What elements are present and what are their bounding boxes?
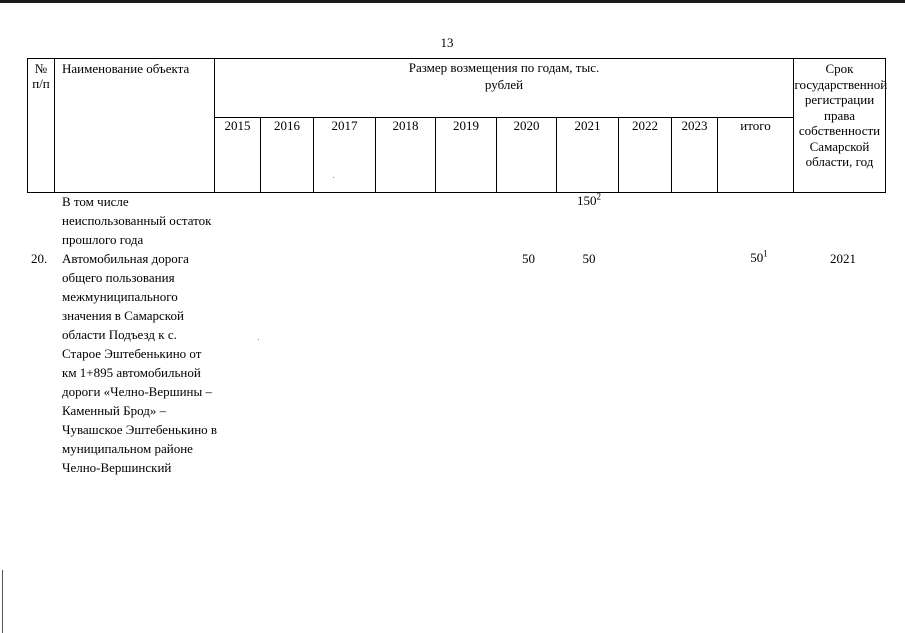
header-year-2015: 2015 (215, 118, 261, 193)
header-year-2023: 2023 (672, 118, 718, 193)
row-20-2021: 50 (582, 251, 596, 266)
row-20-number: 20. (31, 251, 48, 266)
header-year-2021: 2021 (557, 118, 619, 193)
header-year-total: итого (718, 118, 794, 193)
scan-speck (258, 339, 259, 340)
row-20-term: 2021 (830, 251, 856, 266)
row-subtotal-name: В том числе неиспользованный остаток прошлого года (62, 194, 212, 247)
page-number: 13 (440, 35, 454, 50)
header-name-col: Наименование объекта (55, 59, 215, 193)
row-20-total: $50^1$ (750, 248, 768, 265)
top-border-line (0, 0, 905, 3)
compensation-table-header (27, 58, 886, 193)
header-year-2018: 2018 (376, 118, 436, 193)
header-year-2019: 2019 (436, 118, 497, 193)
header-year-2022: 2022 (619, 118, 672, 193)
header-amount-title: Размер возмещения по годам, тыс. рублей (215, 59, 794, 118)
header-term-col (794, 59, 886, 193)
header-year-2016: 2016 (261, 118, 314, 193)
scan-speck (333, 177, 334, 178)
header-year-2020: 2020 (497, 118, 557, 193)
header-term-text: Срок государственной регистрации права собственности Самарской области, год (794, 61, 888, 169)
row-20-2020: 50 (522, 251, 535, 266)
scan-edge-line (2, 570, 3, 633)
header-num-col: № п/п (28, 59, 55, 193)
header-year-2017: 2017 (314, 118, 376, 193)
row-20-name: Автомобильная дорога общего пользования межмуниципального значения в Самарской области Подъезд к с. Старое Эштебенькино от км 1+895 автомобильной дороги «Челно-Вершины – Каменный Брод» – Чувашское Эштебенькино в муниципальном районе Челно-Вершинский (62, 251, 218, 475)
row-subtotal-2021: $150^2$ (577, 191, 601, 208)
